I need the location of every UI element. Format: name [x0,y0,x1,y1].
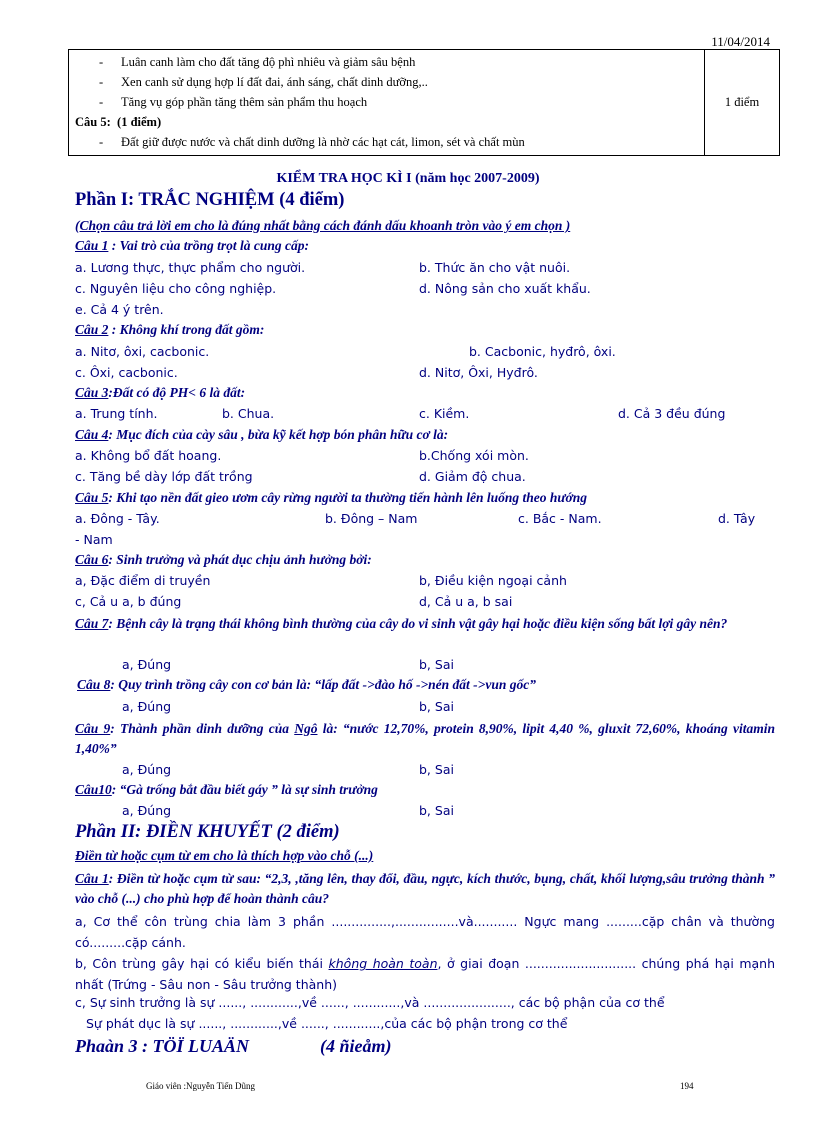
q4-option-a: a. Không bổ đất hoang. [75,448,222,463]
fill-line-d: Sự phát dục là sự ......, ............,về ......, ............,của các bộ phận trong cơ thể [86,1016,568,1031]
question-7: Câu 7: Bệnh cây là trạng thái không bình thường của cây do vi sinh vật gây hại hoặc điều kiện sống bất lợi gây nên? [75,616,728,631]
q6-option-d: d, Cả u a, b sai [419,594,513,609]
question-3: Câu 3:Đất có độ PH< 6 là đất: [75,385,246,400]
date: 11/04/2014 [711,34,770,49]
q5-option-d-cont: - Nam [75,532,113,547]
fill-line-a: a, Cơ thể côn trùng chia làm 3 phần ...............,................và........... Ngực mang .........cặp chân và thường có.........cặp cánh. [75,914,775,950]
q1-option-d: d. Nông sản cho xuất khẩu. [419,281,591,296]
q8-option-a: a, Đúng [122,699,172,714]
q5-option-a: a. Đông - Tây. [75,511,160,526]
part1-title: Phần I: TRẮC NGHIỆM (4 điểm) [75,190,345,210]
part1-instruction: (Chọn câu trả lời em cho là đúng nhất bằng cách đánh dấu khoanh tròn vào ý em chọn ) [75,218,571,233]
question-9: Câu 9: Thành phần dinh dưỡng của Ngô là: “nước 12,70%, protein 8,90%, lipit 4,40 %, gluxit 72,60%, khoáng vitamin 1,40%” [75,721,776,756]
q2-option-b: b. Cacbonic, hyđrô, ôxi. [469,344,616,359]
q5-option-d: d. Tây [718,511,756,526]
q3-option-c: c. Kiềm. [419,406,470,421]
q3-option-d: d. Cả 3 đều đúng [618,406,726,421]
question-5: Câu 5: Khi tạo nền đất gieo ươm cây rừng người ta thường tiến hành lên luống theo hướng [75,490,588,505]
q8-option-b: b, Sai [419,699,454,714]
answer-table [68,49,780,156]
q9-option-b: b, Sai [419,762,454,777]
cau5-heading: Câu 5: (1 điểm) [75,115,162,129]
question-1: Câu 1 : Vai trò của trồng trọt là cung cấp: [75,238,310,253]
q6-option-a: a, Đặc điểm di truyền [75,573,211,588]
q10-option-b: b, Sai [419,803,454,818]
q1-option-a: a. Lương thực, thực phẩm cho người. [75,260,306,275]
exam-title: KIỂM TRA HỌC KÌ I (năm học 2007-2009) [276,171,540,186]
q2-option-d: d. Nitơ, Ôxi, Hyđrô. [419,365,538,380]
bullet-3: - Tăng vụ góp phần tăng thêm sản phẩm thu hoạch [99,95,368,109]
bullet-2: - Xen canh sử dụng hợp lí đất đai, ánh sáng, chất dinh dưỡng,.. [99,75,428,89]
question-4: Câu 4: Mục đích của cày sâu , bừa kỹ kết hợp bón phân hữu cơ là: [75,427,449,442]
q1-option-c: c. Nguyên liệu cho công nghiệp. [75,281,277,296]
question-8: Câu 8: Quy trình trồng cây con cơ bản là: “lấp đất ->đào hố ->nén đất ->vun gốc” [77,677,536,692]
bullet-1: - Luân canh làm cho đất tăng độ phì nhiêu và giảm sâu bệnh [99,55,416,69]
part2-instruction: Điền từ hoặc cụm từ em cho là thích hợp vào chỗ (...) [75,848,374,863]
footer-page-number: 194 [680,1081,694,1091]
q6-option-c: c, Cả u a, b đúng [75,594,182,609]
cau5-bullet: - Đất giữ được nước và chất dinh dưỡng là nhờ các hạt cát, limon, sét và chất mùn [99,135,525,149]
q1-option-b: b. Thức ăn cho vật nuôi. [419,260,571,275]
question-2: Câu 2 : Không khí trong đất gồm: [75,322,265,337]
question-6: Câu 6: Sinh trưởng và phát dục chịu ảnh hưởng bởi: [75,552,372,567]
q2-option-c: c. Ôxi, cacbonic. [75,365,178,380]
q3-option-b: b. Chua. [222,406,275,421]
footer-teacher: Giáo viên :Nguyễn Tiến Dũng [146,1081,255,1091]
q10-option-a: a, Đúng [122,803,172,818]
q5-option-b: b. Đông – Nam [325,511,418,526]
answer-cell [69,50,705,156]
q4-option-b: b.Chống xói mòn. [419,448,529,463]
fill-line-b: b, Côn trùng gây hại có kiểu biến thái không hoàn toàn, ở giai đoạn ............................ chúng phá hại mạnh nhất (Trứng - Sâu non - Sâu trưởng thành) [75,956,776,992]
q5-option-c: c. Bắc - Nam. [518,511,602,526]
fill-line-c: c, Sự sinh trưởng là sự ......, ............,về ......, ............,và ......................, các bộ phận của cơ thể [75,995,665,1010]
q1-option-e: e. Cả 4 ý trên. [75,302,164,317]
q4-option-d: d. Giảm độ chua. [419,469,526,484]
q9-option-a: a, Đúng [122,762,172,777]
part3-title: Phaàn 3 : TÖÏ LUAÄN [75,1036,250,1056]
q2-option-a: a. Nitơ, ôxi, cacbonic. [75,344,210,359]
q4-option-c: c. Tăng bề dày lớp đất trồng [75,469,253,484]
part2-title: Phần II: ĐIỀN KHUYẾT (2 điểm) [75,822,340,842]
q6-option-b: b, Điều kiện ngoại cảnh [419,573,567,588]
q7-option-b: b, Sai [419,657,454,672]
score-cell: 1 điểm [705,50,780,156]
q3-option-a: a. Trung tính. [75,406,158,421]
part3-points: (4 ñieåm) [320,1036,392,1056]
part2-question-1: Câu 1: Điền từ hoặc cụm từ sau: “2,3, ,tăng lên, thay đổi, đầu, ngực, kích thước, bụng, chất, khối lượng,sâu trưởng thành ” vào chỗ (...) cho phù hợp để hoàn thành câu? [75,871,775,906]
q7-option-a: a, Đúng [122,657,172,672]
question-10: Câu10: “Gà trống bắt đầu biết gáy ” là sự sinh trưởng [75,782,378,797]
